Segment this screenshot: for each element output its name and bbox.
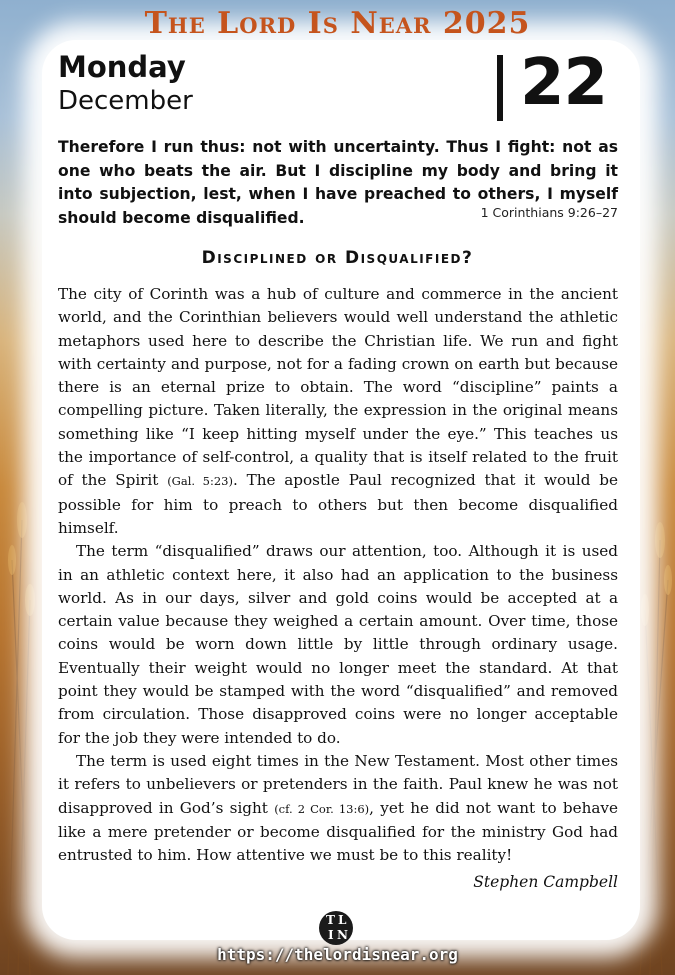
devotional-title: Disciplined or Disqualified? [201, 248, 474, 268]
logo-letter: N [337, 928, 348, 942]
inline-reference: (cf. 2 Cor. 13:6) [274, 801, 370, 816]
day-number: 22 [520, 46, 608, 120]
paragraph-1-text: The city of Corinth was a hub of culture and commerce in the ancient world, and the Corinthian believers would well understand the athletic metaphors used here to describe the Christian life. We run and fight with certainty and purpose, not for a fading crown on earth but because there is an eternal prize to obtain. The word “discipline” paints a compelling picture. Taken literally, the expression in the original means something like “I keep hitting myself under the eye.” This teaches us the importance of self-control, a quality that is itself related to the fruit of the Spirit [58, 285, 618, 490]
brand-title: The Lord Is Near 2025 [144, 6, 531, 41]
logo-letter: L [338, 913, 347, 927]
website-link[interactable]: https://thelordisnear.org [217, 945, 458, 964]
author-signature: Stephen Campbell [473, 873, 618, 891]
logo-letter: T [326, 913, 335, 927]
scripture-verse: Therefore I run thus: not with uncertainty. Thus I fight: not as one who beats the air. But I discipline my body and bring it into subjection, lest, when I have preached to others, I myself should become disqualified. [58, 138, 618, 227]
paragraph-2: The term “disqualified” draws our attention, too. Although it is used in an athletic context here, it also had an application to the business world. As in our days, silver and gold coins would be accepted at a certain value because they weighed a certain amount. Over time, those coins would be worn down little by little through ordinary usage. Eventually their weight would no longer meet the standard. At that point they would be stamped with the word “disqualified” and removed from circulation. Those disapproved coins were no longer acceptable for the job they were intended to do. [58, 542, 618, 747]
month: December [58, 86, 193, 116]
tlin-logo-icon [319, 911, 353, 945]
date-divider [497, 55, 503, 121]
logo-letter: I [328, 928, 334, 942]
devotional-body [58, 283, 618, 867]
weekday: Monday [58, 50, 186, 84]
paragraph-1-text-end: . The apostle Paul recognized that it would be possible for him to preach to others but then become disqualified himself. [58, 471, 618, 537]
paragraph-3 [58, 750, 618, 867]
paragraph-3-text-end: , yet he did not want to behave like a mere pretender or become disqualified for the ministry God had entrusted to him. How attentive we must be to this reality! [58, 798, 618, 865]
paragraph-1 [58, 283, 618, 540]
scripture-reference: 1 Corinthians 9:26–27 [480, 205, 618, 220]
inline-reference: (Gal. 5:23) [167, 474, 233, 489]
paragraph-3-text: The term is used eight times in the New Testament. Most other times it refers to unbelievers or pretenders in the faith. Paul knew he was not disapproved in God’s sight [58, 751, 618, 817]
